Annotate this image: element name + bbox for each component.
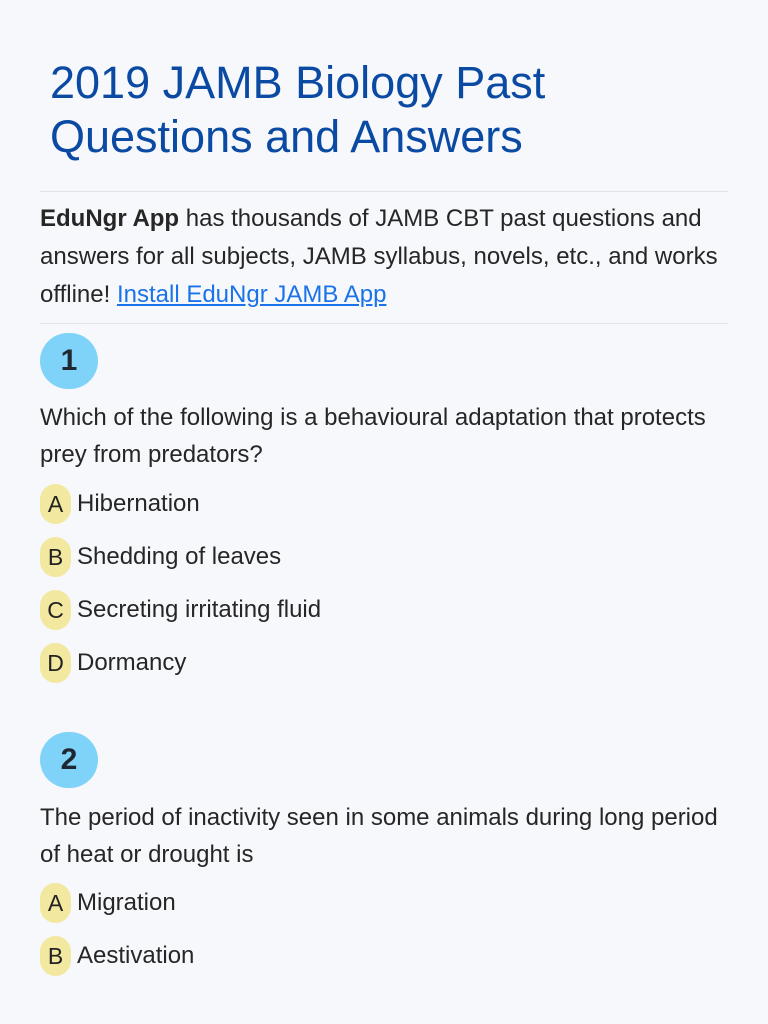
option-c[interactable] <box>40 590 321 630</box>
option-d[interactable] <box>40 643 186 683</box>
divider <box>40 191 728 192</box>
option-text: Secreting irritating fluid <box>77 596 322 623</box>
option-text: Shedding of leaves <box>77 543 282 570</box>
promo-description: has thousands of JAMB CBT past questions and answers for all subjects, JAMB syllabus, novels, etc., and works offline! <box>40 205 718 308</box>
question-number-badge: 1 <box>40 333 98 389</box>
option-text: Dormancy <box>77 649 187 676</box>
option-letter: D <box>40 643 71 683</box>
option-text: Hibernation <box>77 490 200 517</box>
option-a[interactable] <box>40 883 176 923</box>
question-number-badge: 2 <box>40 732 98 788</box>
page-title: 2019 JAMB Biology Past Questions and Answers <box>50 57 546 162</box>
option-text: Migration <box>77 889 176 916</box>
option-letter: A <box>40 484 71 524</box>
question-text: Which of the following is a behavioural adaptation that protects prey from predators? <box>40 404 706 468</box>
install-app-link[interactable]: Install EduNgr JAMB App <box>116 281 387 308</box>
option-b[interactable] <box>40 537 281 577</box>
option-letter: A <box>40 883 71 923</box>
promo-brand: EduNgr App <box>40 205 180 232</box>
promo-text <box>40 200 730 314</box>
option-b[interactable] <box>40 936 194 976</box>
option-a[interactable] <box>40 484 200 524</box>
question-text: The period of inactivity seen in some animals during long period of heat or drought is <box>40 804 718 868</box>
option-letter: B <box>40 537 71 577</box>
option-text: Aestivation <box>77 942 195 969</box>
option-letter: C <box>40 590 71 630</box>
option-letter: B <box>40 936 71 976</box>
divider <box>40 323 728 324</box>
